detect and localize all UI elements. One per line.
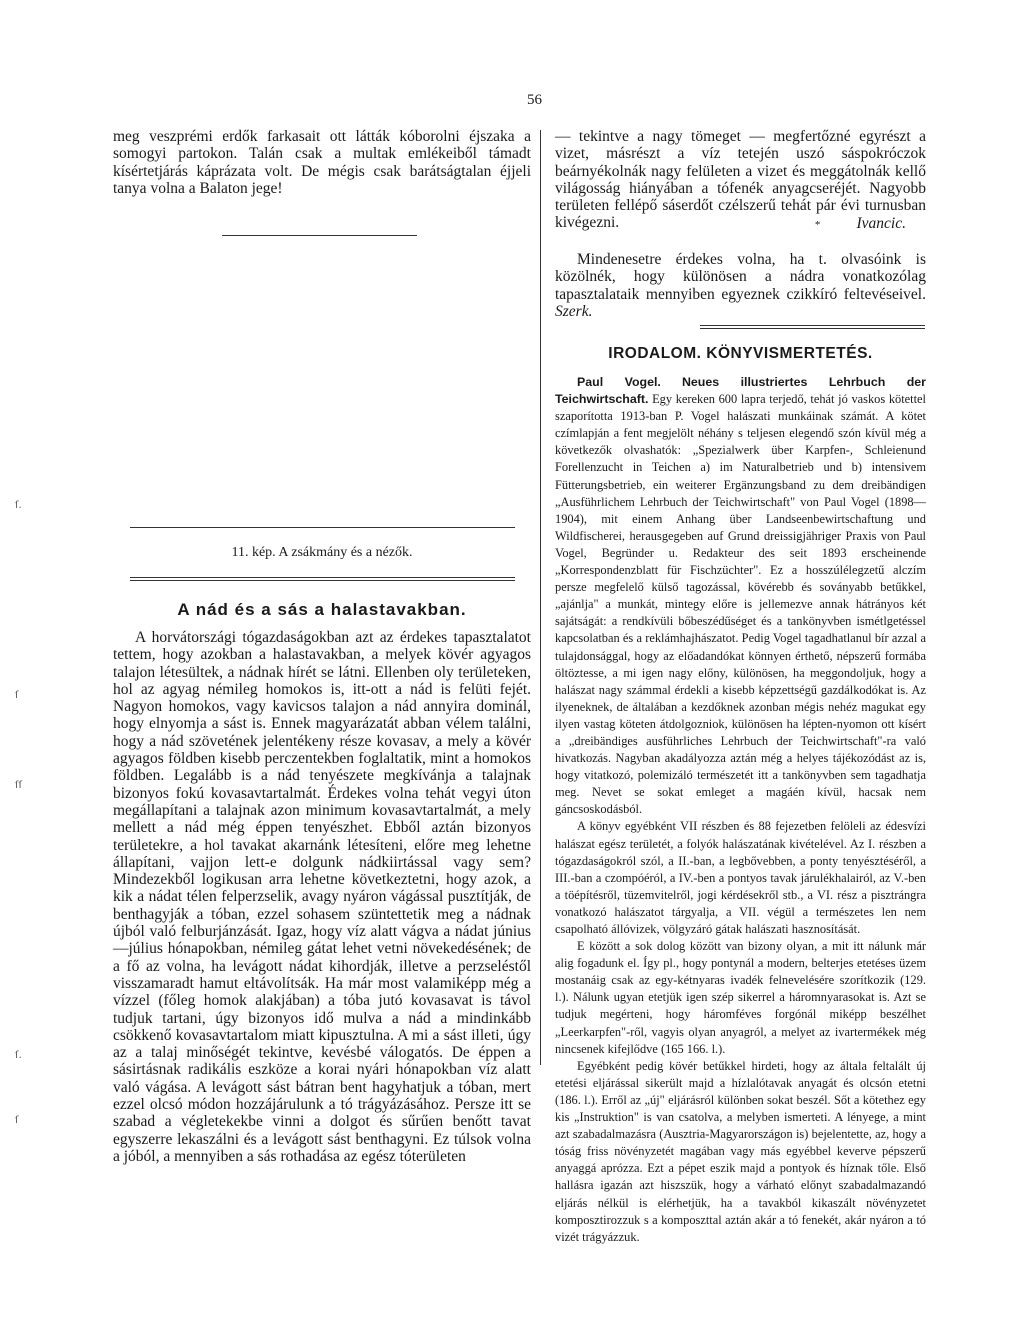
section-rule-1 (700, 325, 925, 326)
review-opening (555, 374, 926, 818)
paragraph-text: meg veszprémi erdők farkasait ott látták kóborolni éjszaka a somogyi partokon. Talán csak a multak emlékeiből támadt kísértetjárás káprázata volt. De mégis csak barátságtalan éjjeli tanya volna a Balaton jege! (113, 128, 531, 197)
signature: Ivancic. (856, 214, 906, 232)
editor-note-text: Mindenesetre érdekes volna, ha t. olvasóink is közölnék, hogy különösen a nádra vonatkozólag tapasztalataik mennyiben egyeznek czikkíró feltevéseivel. (555, 251, 926, 303)
article-heading: A nád és a sás a halastavakban. (177, 600, 467, 619)
margin-mark-1: ſ. (15, 500, 22, 511)
review-paragraph-1: Egy kereken 600 lapra terjedő, tehát jó vaskos kötettel szaporította 1913-ban P. Vogel halászati munkáinak számát. A kötet czímlapján a fent megjelölt néhány s teljesen elegendő szón kívül még a következők olvashatók: „Spezialwerk über Karpfen-, Schleienund Forellenzucht in Teichen a) im Naturalbetrieb und b) intensivem Fütterungsbetrieb, ein weiterer Ergänzungsband zu dem dreibändigen „Ausführlichem Lehrbuch der Teichwirtschaft" von Paul Vogel (1898—1904), mit einem Anhang über Landseenbewirtschaftung und Wildfischerei, herausgegeben auf Grund dreissigjähriger Praxis von Paul Vogel, Begründer u. Redakteur des seit 1893 erscheinende „Korrespondenzblatt für Fischzüchter". Ez a hosszúlélegzetű alczím persze megfelelő külső tagozással, kövérebb és soványabb betűkkel, „ajánlja" a munkát, mintegy előre is jellemezve annak hátrányos két sajátságát: a rendkívüli bőbeszédűséget és a tankönyvben ismétlgetéssel kapcsolatban és a reklámhajhászatot. Pedig Vogel tagadhatlanul bír azzal a tulajdonsággal, hogy az előadandókat könnyen érthető, népszerű formába öltöztesse, a mi igen nagy előny, különösen, ha meggondoljuk, hogy a halászat nagy számmal érdekli a kisebb képzettségű gazdálkodókat is. Az ilyeneknek, de általában a kezdőknek azonban mégis nehéz magukat egy ilyen vastag köteten átdolgozniok, különösen ha lépten-nyomon ott kísért a „dreibändiges ausführliches Lehrbuch der Teichwirtschaft"-ra való hivatkozás. Nagyban akadályozza aztán még a helyes tájékozódást az is, hogy vitatkozó, polemizáló természetét itt a tankönyvben sem tagadhatja meg. Nevet se sokat emleget a magáén kívül, hacsak nem gáncsoskodásból. (555, 392, 926, 817)
margin-mark-5: ſ (15, 1115, 19, 1126)
right-top-block (555, 128, 926, 320)
section-rule-2 (700, 328, 925, 329)
photo-rule-top (130, 527, 515, 528)
caption-rule-1 (130, 577, 515, 578)
column-divider (540, 130, 541, 1065)
margin-mark-3: ſſ (15, 780, 23, 791)
editor-signature: Szerk. (555, 302, 593, 320)
margin-mark-2: ſ (15, 690, 19, 701)
caption-rule-2 (130, 580, 515, 581)
review-paragraph-4: Egyébként pedig kövér betűkkel hirdeti, hogy az általa feltalált új etetési eljárással sikerült majd a hízlalótavak anyagát és olcsón etetni (186. l.). Erről az „új" eljárásról különben sokat beszél. Sőt a kötethez egy kis „Instruktion" is van csatolva, a melyben ismerteti. A lényege, a mint azt szabadalmazásra (Ausztria-Magyarországon is) bejelentette, az, hogy a tóság friss növényzetét magában vagy más egyébbel keverve pépszerű anyaggá aprózza. Ezt a pépet eszik majd a pontyok és híznak tőle. Első hallásra igazán azt hiszszük, hogy a várható előnyt szabadalmazandó eljárás nélkül is elérhetjük, ha a tavakból kikaszált növényzetet komposztirozzuk s a komposzttal aztán akár a tó fenekét, akár nyáron a tó vizét trágyázzuk. (555, 1058, 926, 1244)
article-text: A horvátországi tógazdaságokban azt az érdekes tapasztalatot tettem, hogy azokban a halastavakban, a melyek kövér agyagos talajon létesültek, a nádnak hírét se látni. Ellenben oly területeken, hol az agyag némileg homokos is, itt-ott a nád is felüti fejét. Nagyon homokos, vagy kavicsos talajon a nád annyira dominál, hogy elnyomja a sást is. Ennek magyarázatát abban vélem találni, hogy a nád szövetének jelentékeny része kovasav, a mely a kövér agyagos földben kisebb perczentekben foglaltatik, mint a homokos földben. Legalább is a nád tenyészete megkívánja a talajnak bizonyos fokú kovasavtartalmát. Érdekes volna tehát vegyi úton megállapítani a talajnak azon minimum kovasavtartalmát, a mely mellett a nád még éppen tenyészhet. Ebből aztán bizonyos területekre, a hol tavakat akarnánk létesíteni, előre meg lehetne állapítani, vajjon lett-e dolgunk nádkiirtással vagy sem? Mindezekből logikusan arra lehetne következtetni, hogy azok, a kik a nádat télen felperzselik, avagy nyáron vágással pusztítják, de benthagyják a tóban, ezzel sohasem szüntettetik meg a nádnak újból való felburjánzását. Igaz, hogy víz alatt vágva a nádat június—július hónapokban, némileg gátat lehet vetni növekedésének; de a fő az volna, ha levágott nádat kihordják, illetve a perzseléstől visszamaradt hamut eltávolítsák. Ha már most valamiképp még a vízzel (főleg homok alakjában) a tóba jutó kovasavat is távol tudjuk tartani, úgy bizonyos idő mulva a nád a mindinkább csökkenő kovasavtartalom miatt kipusztulna. A mi a sást illeti, úgy az a talaj minőségét tekintve, kevésbé válogatós. De éppen a sásirtásnak radikális eszköze a korai nyári hónapokban víz alatt való vágása. A levágott sást bátran bent hagyhatjuk a tóban, mert ezzel olcsó módon hozzájárulunk a tó trágyázásához. Persze itt se szabad a végletekekbe vinni a dolgot és sűrűen benőtt tavat egyszerre lekaszálni és a levágott sást benthagyni. Ez túlsok volna a jóból, a mennyiben a sás rothadása az egész tóterületen (113, 629, 531, 1165)
editor-note (555, 251, 926, 320)
left-top-paragraph (113, 128, 531, 197)
article-body (113, 629, 531, 1165)
paragraph-text: — tekintve a nagy tömeget — megfertőzné egyrészt a vizet, másrészt a víz tetején uszó sáspokróczok beárnyékolnák nagy felületen a vizet és meggátolnák kellő világosság hiányában a tófenék anyagcseréjét. Nagyobb területen fellépő sáserdőt czélszerű tehát pár évi turnusban kivégezni. (555, 128, 926, 232)
review-paragraph-3: E között a sok dolog között van bizony olyan, a mit itt nálunk már alig fogadunk el. Így pl., hogy pontynál a modern, belterjes etetéses üzem mostanáig csak az egy-kétnyaras ivadék felnevelésére szorítkozik (129. l.). Nálunk ugyan etetjük igen szép sikerrel a háromnyarasokat is. Azt se tudjuk megérteni, hogy háromféves forgónál miképp beszélhet „Leerkarpfen"-ről, vagyis olyan anyagról, a melyet az ivartermékek még nincsenek kifejlődve (165 166. l.). (555, 939, 926, 1056)
photo-placeholder (113, 275, 531, 525)
margin-mark-4: ſ. (15, 1050, 22, 1061)
asterisk: * (814, 218, 821, 231)
page-number: 56 (527, 92, 542, 108)
review-author: Paul Vogel. (577, 375, 661, 389)
photo-caption: 11. kép. A zsákmány és a nézők. (231, 545, 413, 560)
review-paragraph-2: A könyv egyébként VII részben és 88 fejezetben felöleli az édesvízi halászat egész területét, a folyók halászatának kivételével. Az I. részben a tógazdaságokról szól, a II.-ban, a legbővebben, a ponty tenyésztéséről, a III.-ban a czompóéról, a IV.-ben a pontyos tavak járulékhalairól, az V.-ben a töépítésről, tüzemvitelről, jogi kérdésekről stb., a VI. rész a pisztrángra vonatkozó halászatot tárgyalja, a VII. végül a természetes len nem csapolható állóvizek, völgyzáró gátak halászati hasznosítását. (555, 819, 926, 936)
irodalom-heading: IRODALOM. KÖNYVISMERTETÉS. (608, 345, 873, 362)
review-book-title: Neues illustriertes Lehrbuch der Teichwirtschaft. (555, 375, 926, 407)
left-top-rule (222, 235, 417, 236)
irodalom-body (555, 374, 926, 1246)
